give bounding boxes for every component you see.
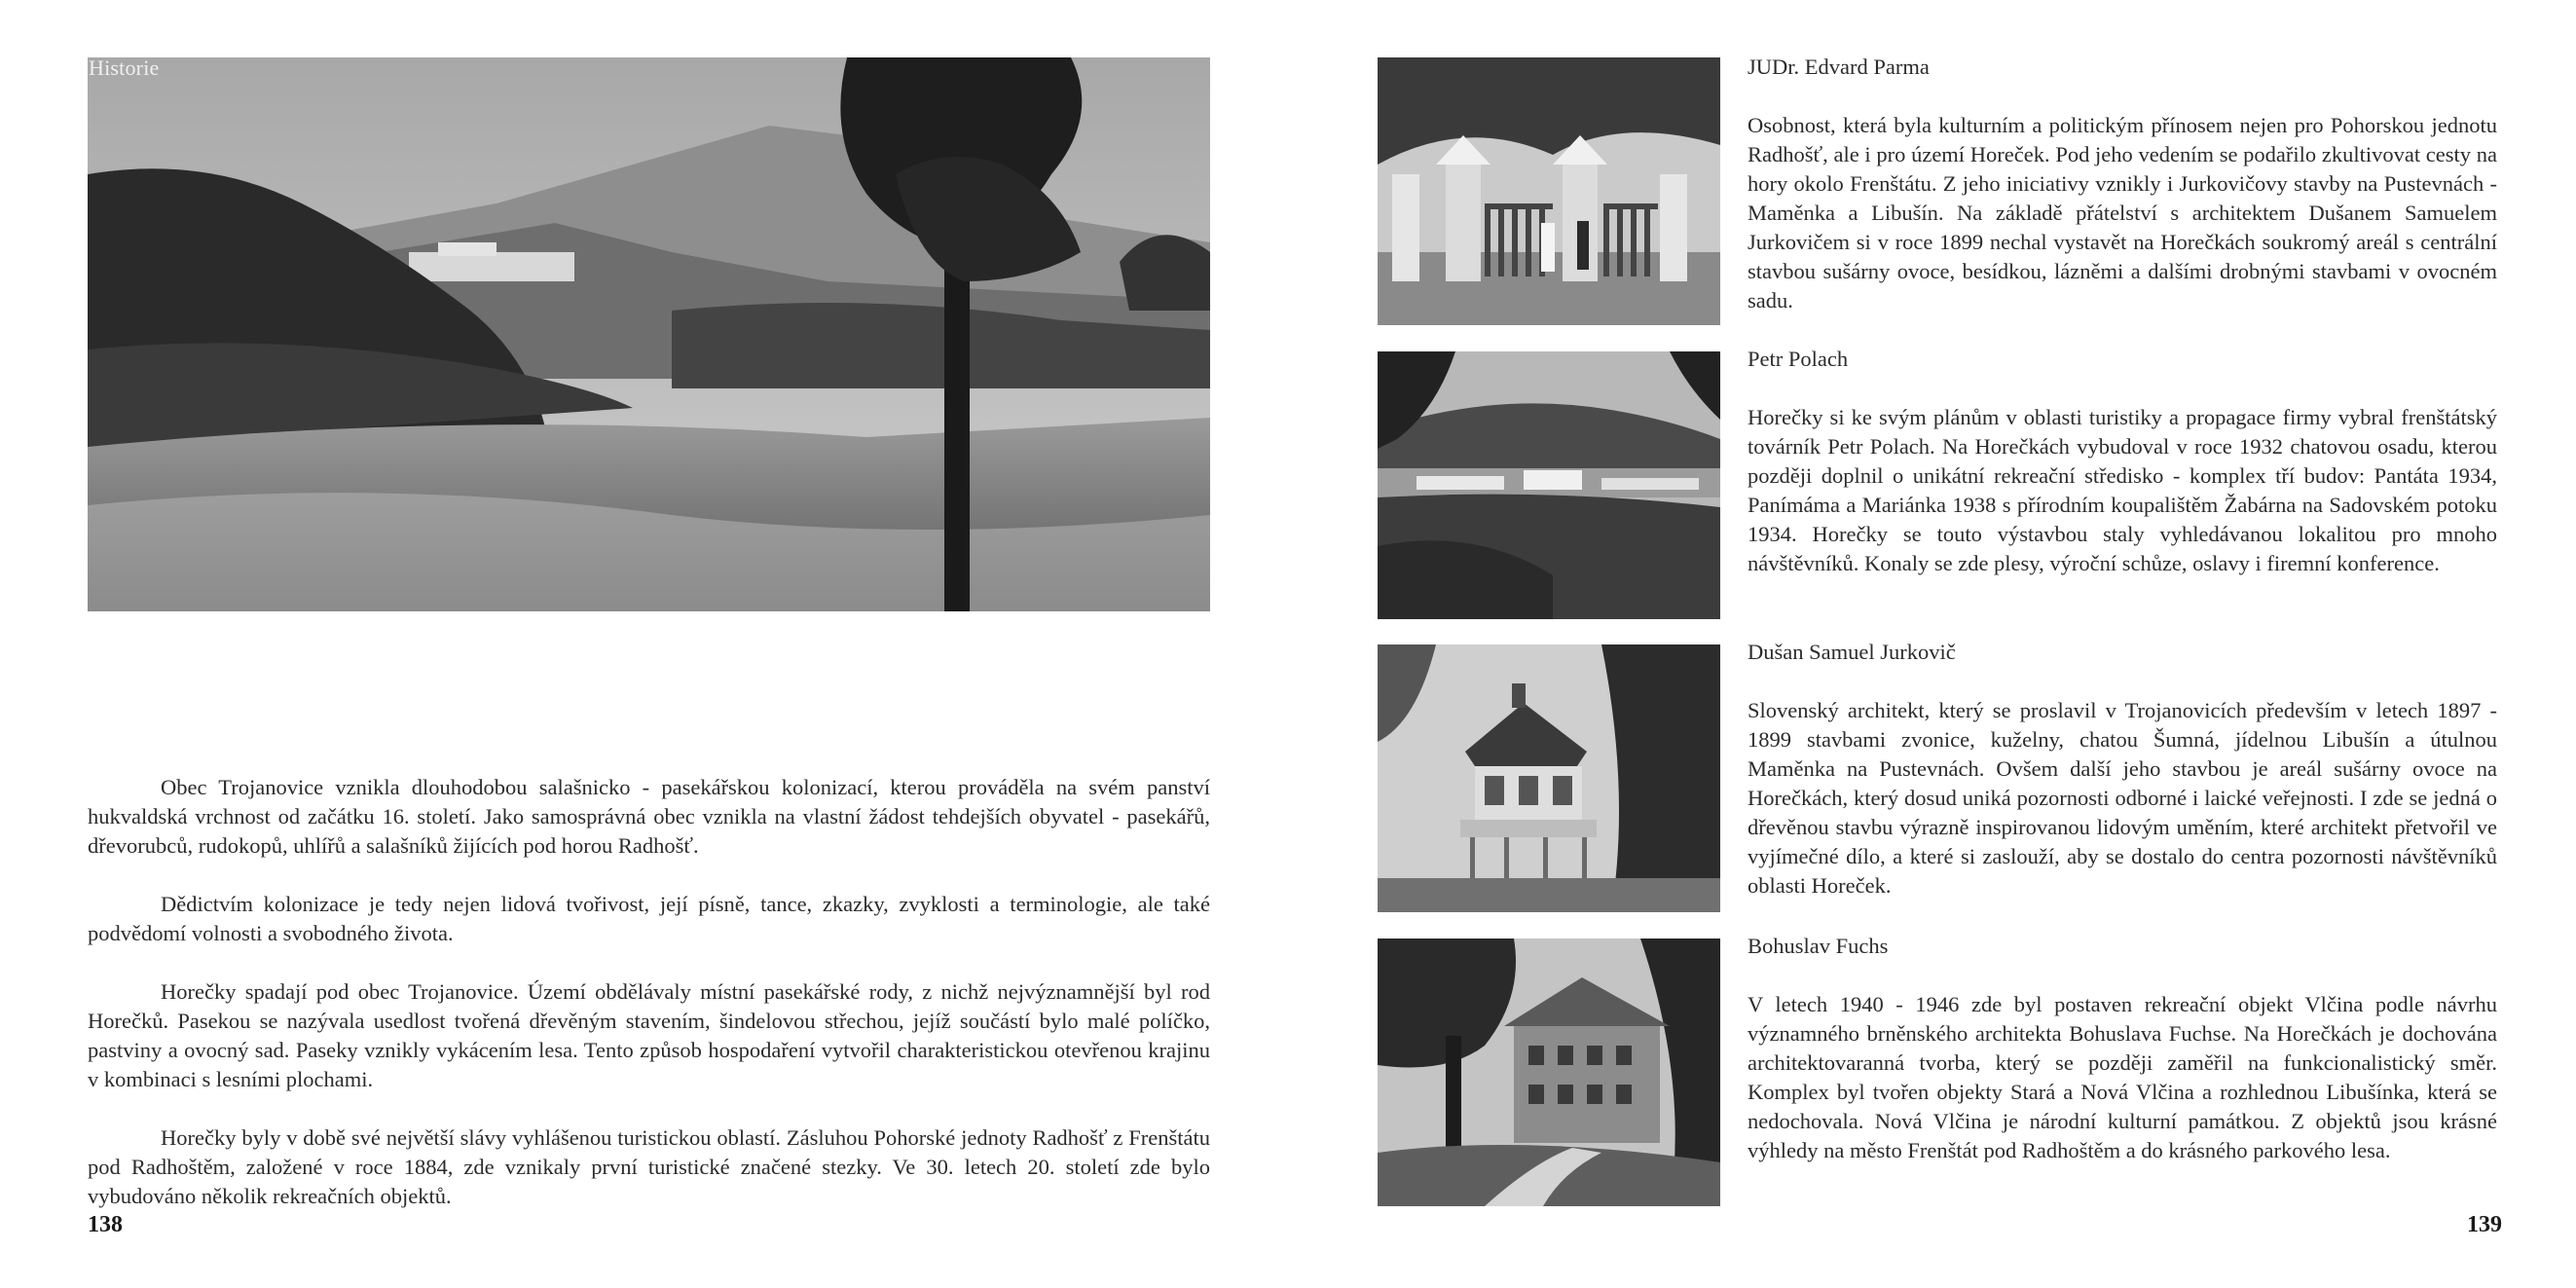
bio-text: V letech 1940 - 1946 zde byl postaven rekreační objekt Vlčina podle návrhu významného brněnského architekta Bohuslava Fuchse. Na Horečkách je dochována architektovaranná tvorba, který se později zaměřil na funkcionalistický směr. Komplex byl tvořen objekty Stará a Nová Vlčina a rozhlednou Libušínka, která se nedochovala. Nová Vlčina je národní kulturní památkou. Z objektů jsou krásné výhledy na město Frenštát pod Radhoštěm a do krásného parkového lesa. (1748, 992, 2497, 1162)
bio-name: Bohuslav Fuchs (1748, 934, 1889, 958)
page-number-right: 139 (2467, 1212, 2502, 1237)
bio-name: Petr Polach (1748, 347, 1849, 371)
landscape-photo (88, 57, 1210, 611)
parma-photo (1378, 57, 1720, 325)
history-paragraph: Obec Trojanovice vznikla dlouhodobou salašnicko - pasekářskou kolonizací, kterou prováděla na svém panství hukvaldská vrchnost od začátku 16. století. Jako samosprávná obec vznikla na vlastní žádost tehdejších obyvatel - pasekářů, dřevorubců, rudokopů, uhlířů a salašníků žijících pod horou Radhošť. (88, 775, 1210, 858)
bio-parma (1748, 53, 2497, 315)
history-text (88, 773, 1210, 1211)
section-label: Historie (89, 55, 160, 80)
history-paragraph: Horečky byly v době své největší slávy vyhlášenou turistickou oblastí. Zásluhou Pohorské jednoty Radhošť z Frenštátu pod Radhoštěm, založené v roce 1884, zde vznikaly první turistické značené stezky. Ve 30. letech 20. století zde bylo vybudováno několik rekreačních objektů. (88, 1125, 1210, 1208)
bio-text: Slovenský architekt, který se proslavil v Trojanovicích především v letech 1897 - 1899 stavbami zvonice, kuželny, chatou Šumná, jídelnou Libušín a útulnou Maměnka na Pustevnách. Ovšem další jeho stavbou je areál sušárny ovoce na Horečkách, který dosud uniká pozornosti odborné i laické veřejnosti. I zde se jedná o dřevěnou stavbu výrazně inspirovanou lidovým uměním, které architekt přetvořil ve vyjímečné dílo, a které si zaslouží, aby se dostalo do centra pozornosti návštěvníků oblasti Horeček. (1748, 698, 2497, 898)
history-paragraph: Horečky spadají pod obec Trojanovice. Území obdělávaly místní pasekářské rody, z nichž nejvýznamnější byl rod Horečků. Pasekou se nazývala usedlost tvořená dřevěným stavením, šindelovou střechou, jejíž součástí bylo malé políčko, pastviny a ovocný sad. Paseky vznikly vykácením lesa. Tento způsob hospodaření vytvořil charakteristickou otevřenou krajinu v kombinaci s lesními plochami. (88, 979, 1210, 1091)
polach-photo (1378, 351, 1720, 619)
bio-name: Dušan Samuel Jurkovič (1748, 640, 1956, 664)
bio-text: Horečky si ke svým plánům v oblasti turistiky a propagace firmy vybral frenštátský továrník Petr Polach. Na Horečkách vybudoval v roce 1932 chatovou osadu, kterou později doplnil o unikátní rekreační středisko - komplex tří budov: Pantáta 1934, Panímáma a Mariánka 1938 s přírodním koupalištěm Žabárna na Sadovském potoku 1934. Horečky se touto výstavbou staly vyhledávanou lokalitou pro mnoho návštěvníků. Konaly se zde plesy, výroční schůze, oslavy i firemní konference. (1748, 405, 2497, 575)
jurkovic-photo (1378, 644, 1720, 912)
bio-polach (1748, 345, 2497, 578)
bio-jurkovic (1748, 638, 2497, 901)
fuchs-photo (1378, 938, 1720, 1206)
bio-text: Osobnost, která byla kulturním a politickým přínosem nejen pro Pohorskou jednotu Radhošť, ale i pro území Horeček. Pod jeho vedením se podařilo zkultivovat cesty na hory okolo Frenštátu. Z jeho iniciativy vznikly i Jurkovičovy stavby na Pustevnách - Maměnka a Libušín. Na základě přátelství s architektem Dušanem Samuelem Jurkovičem si v roce 1899 nechal vystavět na Horečkách soukromý areál s centrální stavbou sušárny ovoce, besídkou, lázněmi a dalšími drobnými stavbami v ovocném sadu. (1748, 113, 2497, 313)
bio-fuchs (1748, 932, 2497, 1165)
bio-name: JUDr. Edvard Parma (1748, 55, 1930, 79)
landscape-photo-image (88, 57, 1210, 611)
history-paragraph: Dědictvím kolonizace je tedy nejen lidová tvořivost, její písně, tance, zkazky, zvyklosti a terminologie, ale také podvědomí volnosti a svobodného života. (88, 892, 1210, 945)
page-number-left: 138 (88, 1212, 123, 1237)
